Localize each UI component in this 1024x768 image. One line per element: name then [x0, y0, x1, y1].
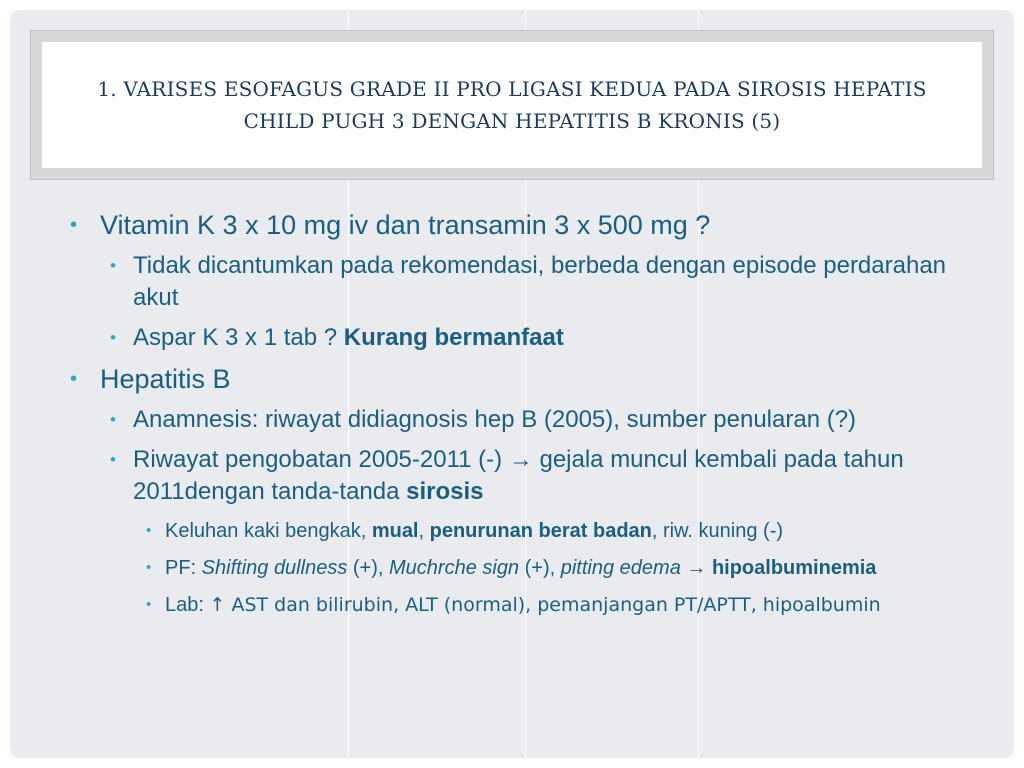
- item-emphasis: penurunan berat badan: [429, 520, 652, 542]
- bullet-icon: •: [70, 214, 78, 236]
- bullet-icon: •: [110, 256, 116, 275]
- slide-title: 1. VARISES ESOFAGUS GRADE II PRO LIGASI KEDUA PADA SIROSIS HEPATIS CHILD PUGH 3 DENGAN HEPATITIS B KRONIS (5): [97, 77, 927, 133]
- bullet-item: [70, 444, 970, 508]
- bullet-icon: •: [146, 596, 152, 613]
- arrow-up-icon: ↑: [209, 594, 226, 616]
- title-frame: [30, 30, 994, 180]
- bullet-icon: •: [146, 559, 152, 576]
- item-text: Riwayat pengobatan 2005-2011 (-): [133, 446, 509, 473]
- arrow-right-icon: →: [508, 446, 533, 473]
- item-emphasis: mual: [371, 520, 419, 542]
- slide: [10, 10, 1014, 758]
- item-text: Vitamin K 3 x 10 mg iv dan transamin 3 x 500 mg ?: [100, 210, 711, 240]
- bullet-item: [70, 516, 970, 546]
- item-text: ,: [418, 520, 430, 542]
- bullet-item: [70, 590, 970, 620]
- arrow-right-icon: →: [680, 557, 712, 579]
- item-text: (+),: [347, 557, 389, 579]
- item-italic: Shifting dullness: [201, 557, 348, 579]
- item-text: Anamnesis: riwayat didiagnosis hep B (2005), sumber penularan (?): [133, 406, 857, 433]
- item-emphasis: Kurang bermanfaat: [343, 324, 564, 351]
- item-text: gejala muncul kembali pada tahun 2011dengan tanda-tanda: [133, 446, 904, 505]
- bullet-item: [70, 250, 970, 314]
- item-text: AST dan bilirubin, ALT (normal), pemanjangan PT/APTT, hipoalbumin: [225, 594, 881, 616]
- item-text: PF:: [165, 557, 202, 579]
- item-emphasis: hipoalbuminemia: [711, 557, 877, 579]
- bullet-item: [70, 553, 970, 583]
- item-text: Keluhan kaki bengkak,: [165, 520, 372, 542]
- item-text: Lab:: [165, 594, 210, 616]
- bullet-icon: •: [70, 368, 78, 390]
- item-emphasis: sirosis: [406, 478, 484, 505]
- bullet-item: [70, 322, 970, 354]
- item-text: Tidak dicantumkan pada rekomendasi, berbeda dengan episode perdarahan akut: [133, 252, 947, 311]
- bullet-item: [70, 404, 970, 436]
- item-text: , riw. kuning (-): [651, 520, 784, 542]
- item-text: Aspar K 3 x 1 tab ?: [133, 324, 344, 351]
- item-text: (+),: [519, 557, 561, 579]
- bullet-item: [70, 362, 970, 396]
- bullet-item: [70, 208, 970, 242]
- item-italic: pitting edema: [560, 557, 681, 579]
- item-text: Hepatitis B: [100, 364, 231, 394]
- bullet-icon: •: [146, 522, 152, 539]
- item-italic: Muchrche sign: [389, 557, 520, 579]
- bullet-icon: •: [110, 450, 116, 469]
- bullet-icon: •: [110, 328, 116, 347]
- slide-content: [70, 208, 970, 627]
- title-box: [42, 42, 982, 168]
- bullet-icon: •: [110, 410, 116, 429]
